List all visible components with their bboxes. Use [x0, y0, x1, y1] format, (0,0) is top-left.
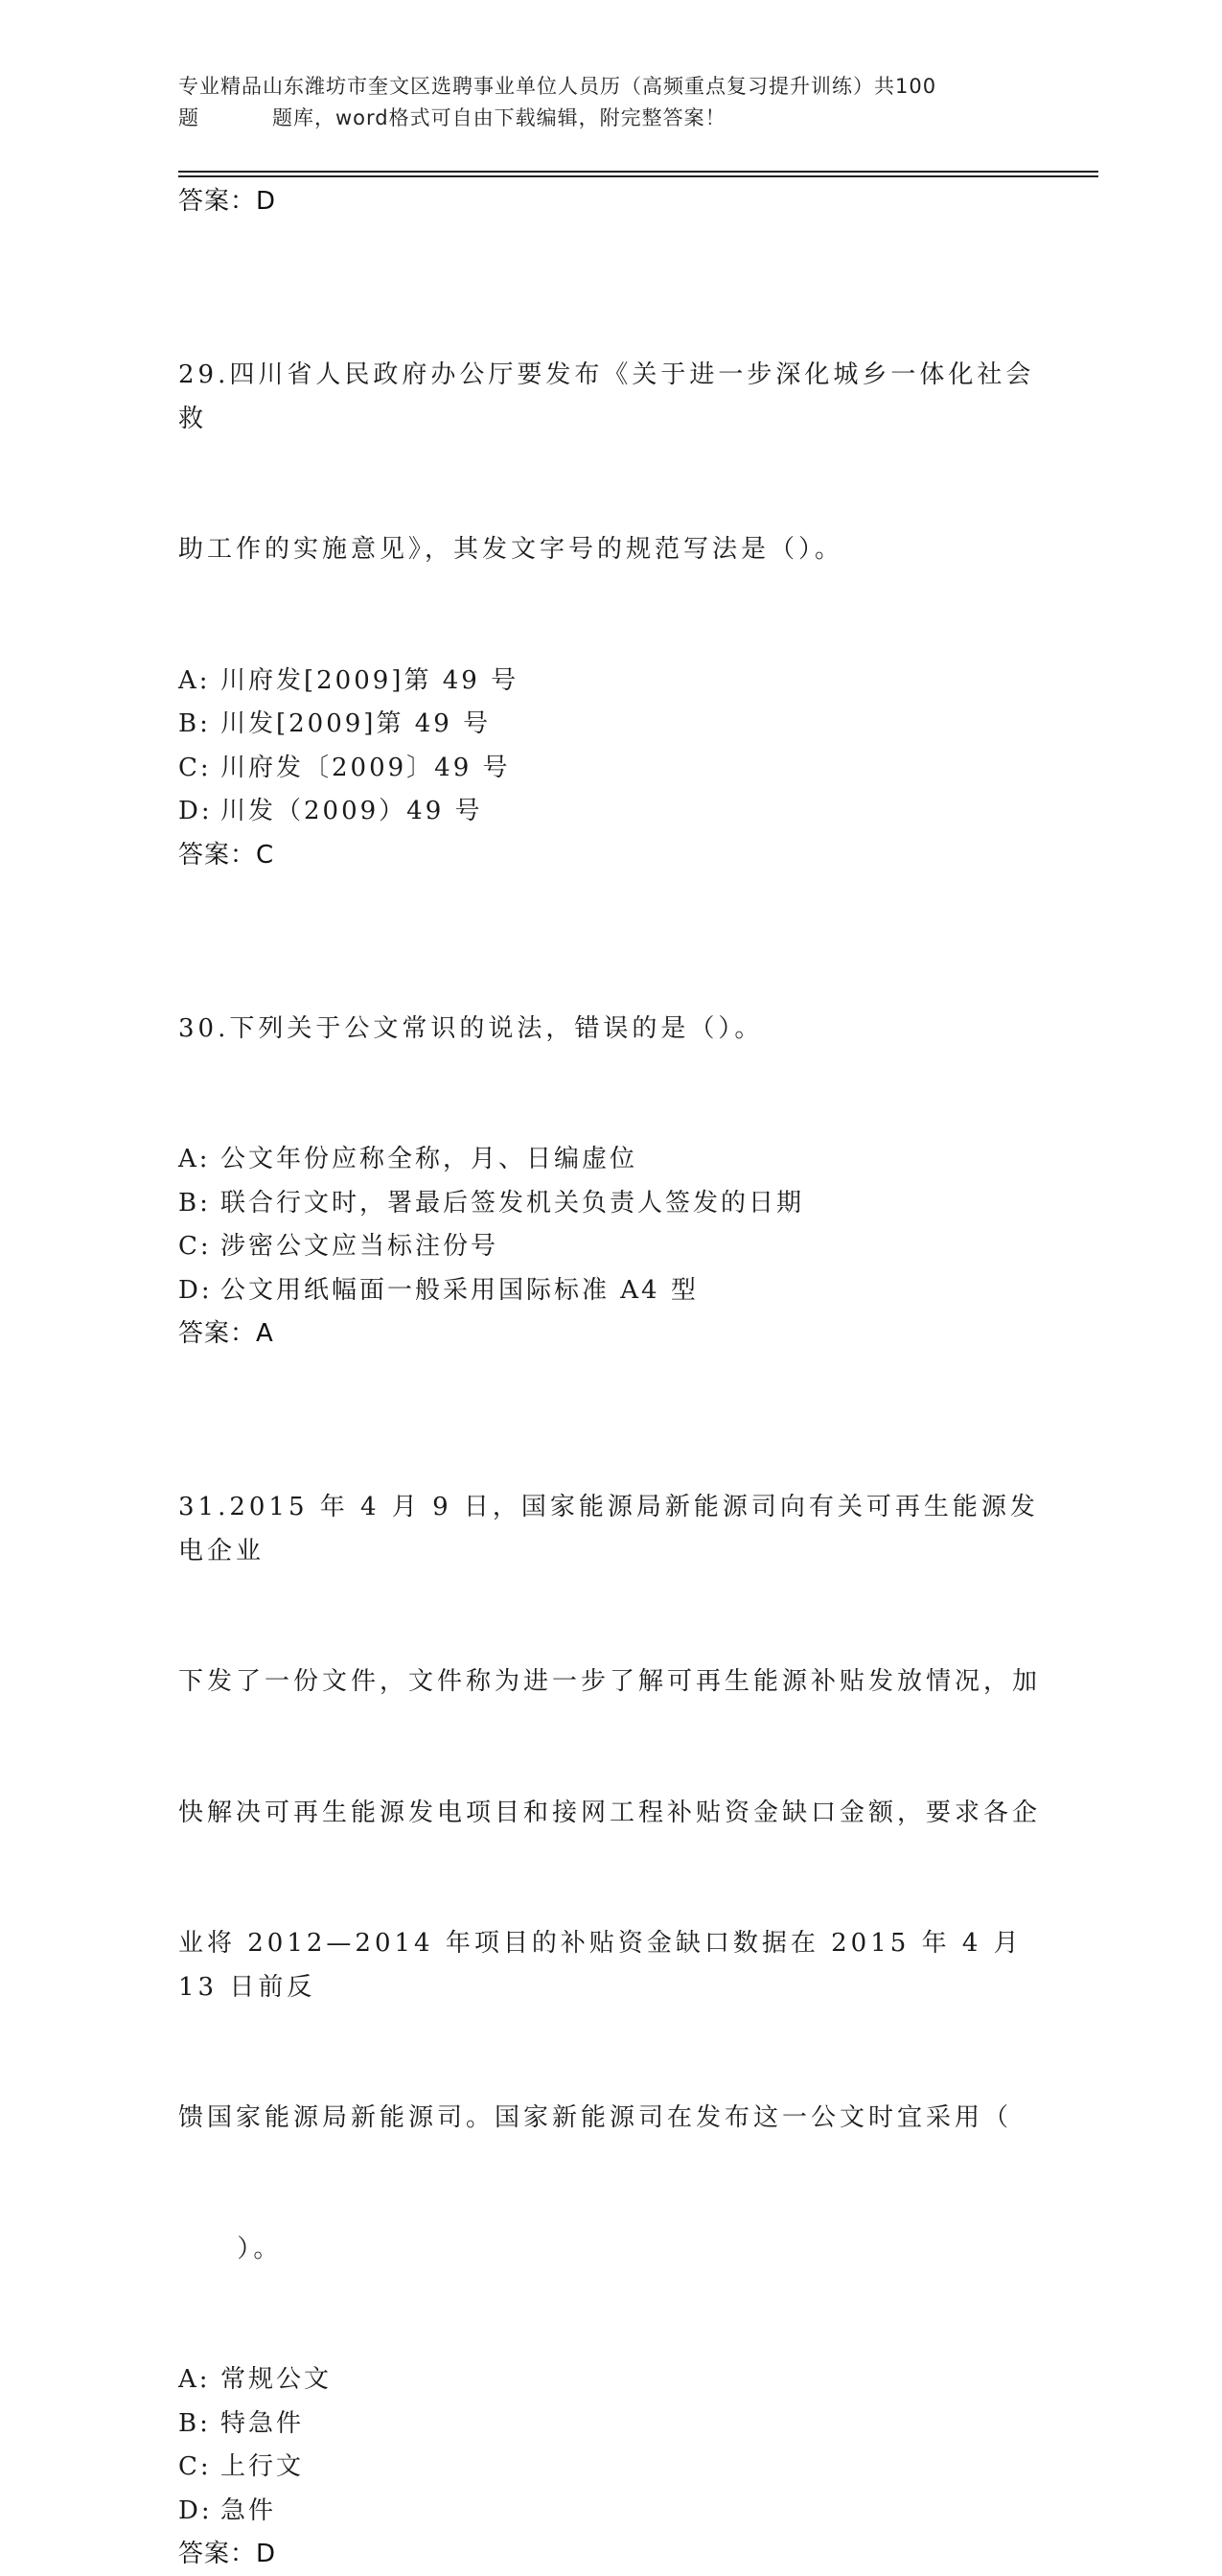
- header-line-2-text: 题库，word格式可自由下载编辑，附完整答案！: [272, 106, 726, 129]
- option-text: 特急件: [220, 2408, 305, 2438]
- option-text: 常规公文: [220, 2365, 333, 2394]
- question-stem: [178, 267, 1041, 660]
- stem-line: 31.2015 年 4 月 9 日，国家能源局新能源司向有关可再生能源发电企业: [178, 1493, 1039, 1566]
- option-d: [178, 1269, 1041, 1313]
- option-letter: A:: [178, 2365, 211, 2394]
- option-text: 公文用纸幅面一般采用国际标准 A4 型: [220, 1275, 699, 1305]
- option-text: 川发（2009）49 号: [220, 797, 483, 825]
- question-stem: [178, 920, 1041, 1139]
- option-letter: C:: [178, 1232, 212, 1261]
- stem-line: 快解决可再生能源发电项目和接网工程补贴资金缺口金额，要求各企: [178, 1798, 1042, 1827]
- header-divider-top: [178, 171, 1098, 173]
- question-content: [178, 180, 1041, 2576]
- header-line-2-prefix: 题: [178, 106, 199, 129]
- page-header: [178, 71, 1041, 134]
- option-a: [178, 1138, 1041, 1182]
- stem-line: 业将 2012—2014 年项目的补贴资金缺口数据在 2015 年 4 月 13 日前反: [178, 1929, 1034, 2002]
- previous-answer: 答案：D: [178, 187, 277, 216]
- option-text: 联合行文时，署最后签发机关负责人签发的日期: [220, 1188, 805, 1218]
- option-letter: B:: [178, 2408, 211, 2438]
- header-line-1: 专业精品山东潍坊市奎文区选聘事业单位人员历（高频重点复习提升训练）共100: [178, 75, 937, 98]
- option-b: [178, 1182, 1041, 1226]
- question-30: [178, 920, 1041, 1357]
- option-c: [178, 2446, 1041, 2490]
- option-letter: C:: [178, 753, 212, 782]
- option-b: [178, 703, 1041, 747]
- stem-line: ）。: [178, 2234, 283, 2263]
- option-text: 急件: [220, 2495, 277, 2525]
- stem-line: 29.四川省人民政府办公厅要发布《关于进一步深化城乡一体化社会救: [178, 360, 1035, 433]
- answer-label: 答案：C: [178, 840, 275, 870]
- header-divider-bottom: [178, 175, 1098, 177]
- option-d: [178, 2490, 1041, 2534]
- option-letter: A:: [178, 1145, 211, 1173]
- stem-line: 馈国家能源局新能源司。国家新能源司在发布这一公文时宜采用（: [178, 2103, 1013, 2132]
- option-letter: A:: [178, 665, 211, 695]
- question-stem: [178, 1399, 1041, 2358]
- answer-label: 答案：A: [178, 1319, 274, 1348]
- option-letter: D:: [178, 2495, 213, 2525]
- option-letter: B:: [178, 709, 211, 738]
- option-text: 川府发〔2009〕49 号: [220, 753, 511, 782]
- question-29: [178, 267, 1041, 877]
- stem-line: 助工作的实施意见》，其发文字号的规范写法是（）。: [178, 535, 844, 564]
- option-text: 公文年份应称全称，月、日编虚位: [220, 1145, 638, 1173]
- option-letter: B:: [178, 1188, 211, 1218]
- option-b: [178, 2402, 1041, 2447]
- option-a: [178, 660, 1041, 704]
- question-31: [178, 1399, 1041, 2576]
- option-a: [178, 2358, 1041, 2402]
- stem-line: 下发了一份文件，文件称为进一步了解可再生能源补贴发放情况，加: [178, 1667, 1042, 1696]
- option-text: 川发[2009]第 49 号: [220, 709, 492, 738]
- option-letter: D:: [178, 1275, 213, 1305]
- option-letter: C:: [178, 2452, 212, 2481]
- option-letter: D:: [178, 797, 213, 825]
- option-text: 上行文: [220, 2452, 305, 2481]
- option-text: 川府发[2009]第 49 号: [220, 665, 519, 695]
- option-c: [178, 1225, 1041, 1269]
- answer-label: 答案：D: [178, 2540, 277, 2568]
- option-d: [178, 790, 1041, 834]
- option-text: 涉密公文应当标注份号: [220, 1232, 499, 1261]
- option-c: [178, 747, 1041, 791]
- header-line-2: [178, 103, 1041, 134]
- stem-line: 30.下列关于公文常识的说法，错误的是（）。: [178, 1013, 764, 1043]
